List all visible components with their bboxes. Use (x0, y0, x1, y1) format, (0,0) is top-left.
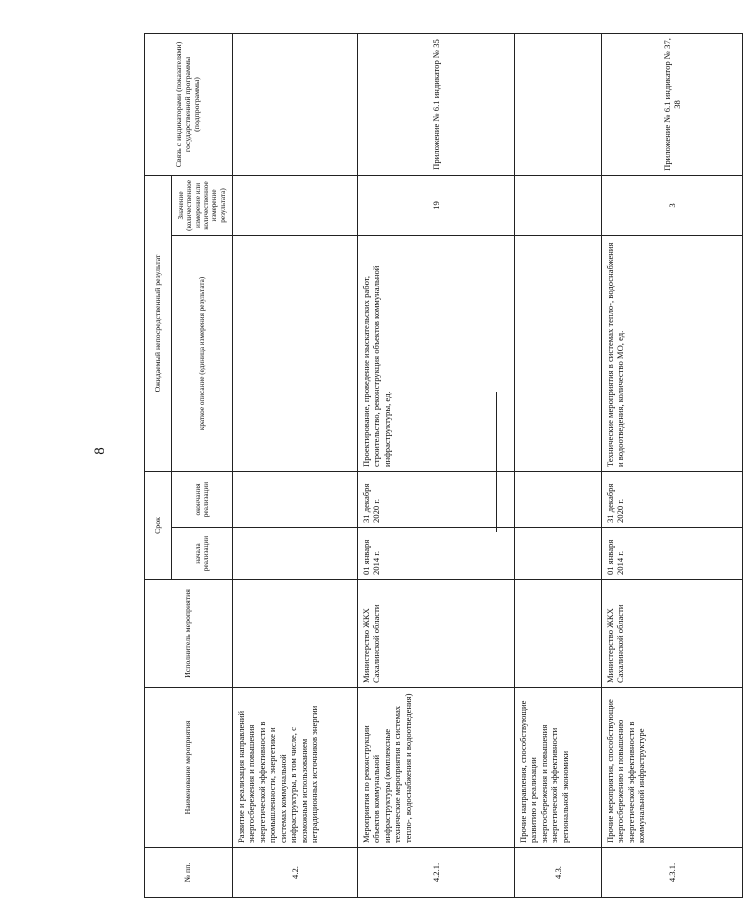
row-value (515, 175, 602, 235)
row-num: 4.3. (515, 848, 602, 898)
row-name: Мероприятия по реконструкции объектов коммунальной инфраструктуры (комплексные технические мероприятия в системах тепло-, водоснабжения и водоотведения) (358, 688, 515, 848)
header-executor: Исполнитель мероприятия (145, 580, 233, 688)
row-desc (515, 235, 602, 471)
header-result-desc: краткое описание (единица измерения результата) (172, 235, 233, 471)
row-link (233, 33, 358, 175)
row-end: 31 декабря 2020 г. (602, 471, 743, 527)
table-row (233, 33, 358, 897)
row-executor: Министерство ЖКХ Сахалинской области (358, 580, 515, 688)
row-start: 01 января 2014 г. (602, 528, 743, 580)
row-end: 31 декабря 2020 г. (358, 471, 515, 527)
row-link: Приложение № 6.1 индикатор № 35 (358, 33, 515, 175)
rotated-table-wrapper (144, 34, 712, 898)
row-start: 01 января 2014 г. (358, 528, 515, 580)
row-name: Прочие мероприятия, способствующие энергосбережению и повышению энергетической эффективности в коммунальной инфраструктуре (602, 688, 743, 848)
row-num: 4.2.1. (358, 848, 515, 898)
row-value (233, 175, 358, 235)
row-executor (233, 580, 358, 688)
header-term: Срок (145, 471, 172, 579)
header-result-value: Значение (количественное измерение или количественное измерение результата) (172, 175, 233, 235)
table-row (602, 33, 743, 897)
row-end (515, 471, 602, 527)
row-desc: Технические мероприятия в системах тепло-, водоснабжения и водоотведения, количество МО, ед. (602, 235, 743, 471)
header-result: Ожидаемый непосредственный результат (145, 175, 172, 471)
row-name: Развитие и реализация направлений энергосбережения и повышения энергетической эффективности в промышленности, энергетике и системах коммунальной инфраструктуры, в том числе, с возможным использованием нетрадиционных источников энергии (233, 688, 358, 848)
header-link: Связь с индикаторами (показателями) государственной программы (подпрограммы) (145, 33, 233, 175)
row-link (515, 33, 602, 175)
table-row (358, 33, 515, 897)
row-start (515, 528, 602, 580)
row-name: Прочие направления, способствующие развитию и реализации энергосбережения и повышения энергетической эффективности региональной экономики (515, 688, 602, 848)
row-num: 4.3.1. (602, 848, 743, 898)
row-start (233, 528, 358, 580)
page-number: 8 (92, 447, 108, 455)
header-name: Наименование мероприятия (145, 688, 233, 848)
header-row-1 (145, 33, 172, 897)
header-term-end: окончания реализации (172, 471, 233, 527)
row-executor: Министерство ЖКХ Сахалинской области (602, 580, 743, 688)
measures-table (144, 33, 743, 898)
row-executor (515, 580, 602, 688)
row-value: 19 (358, 175, 515, 235)
rotated-sheet (144, 34, 712, 898)
table-row (515, 33, 602, 897)
header-term-start: начала реализации (172, 528, 233, 580)
row-desc: Проектирование, проведение изыскательских работ, строительство, реконструкция объектов коммунальной инфраструктуры, ед. (358, 235, 515, 471)
row-value: 3 (602, 175, 743, 235)
header-num: № пп. (145, 848, 233, 898)
row-desc (233, 235, 358, 471)
row-num: 4.2. (233, 848, 358, 898)
row-link: Приложение № 6.1 индикатор № 37, 38 (602, 33, 743, 175)
row-end (233, 471, 358, 527)
